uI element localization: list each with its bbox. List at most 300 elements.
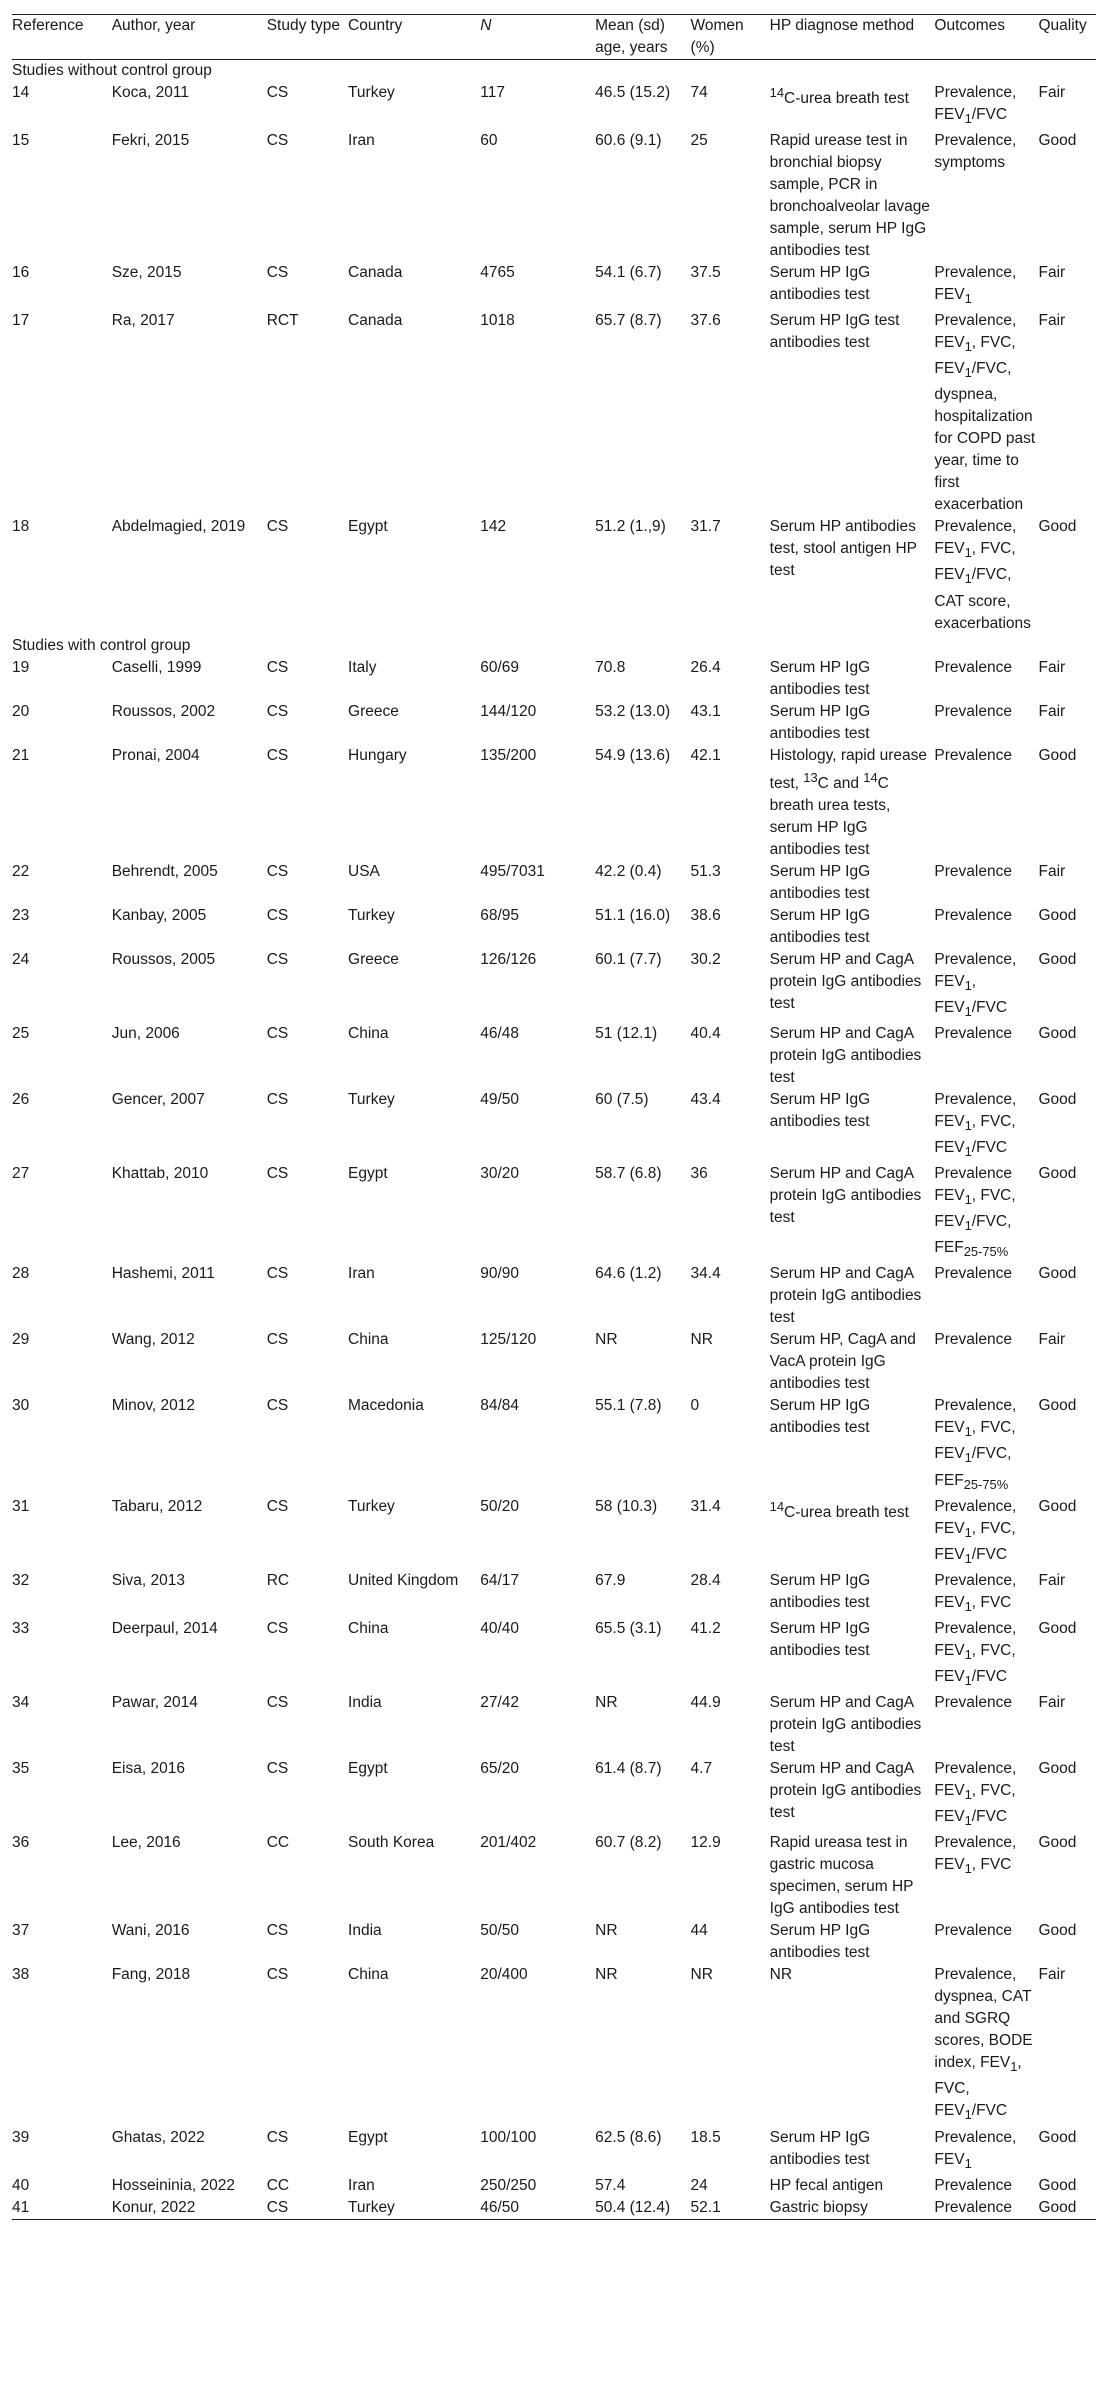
cell-n: 60 <box>480 132 498 150</box>
cell-quality: Fair <box>1038 658 1066 676</box>
header-author-year: Author, year <box>112 15 267 60</box>
cell-author-year: Caselli, 1999 <box>111 658 202 676</box>
cell-quality: Fair <box>1038 1571 1066 1589</box>
cell-mean-age: 67.9 <box>595 1571 626 1589</box>
table-row <box>12 1964 1096 2126</box>
table-row <box>12 130 1096 262</box>
cell-n: 117 <box>480 84 505 101</box>
cell-n: 50/20 <box>480 1497 520 1515</box>
cell-n: 4765 <box>480 264 515 282</box>
cell-hp-method: Serum HP IgG antibodies test <box>769 906 871 946</box>
cell-author-year: Behrendt, 2005 <box>111 862 218 880</box>
cell-hp-method: Serum HP IgG antibodies test <box>769 862 871 902</box>
cell-hp-method: Serum HP antibodies test, stool antigen HP test <box>769 518 917 580</box>
cell-women: 28.4 <box>690 1571 721 1589</box>
cell-quality: Good <box>1038 2197 1096 2220</box>
cell-reference: 14 <box>12 84 30 101</box>
cell-mean-age: 70.8 <box>595 658 626 676</box>
table-row <box>12 1089 1096 1163</box>
cell-outcomes: Prevalence, $FEV_1$, FVC, $FEV_1$/FVC, dyspnea, hospitalization for COPD past year, time to first exacerbation <box>934 312 1036 514</box>
cell-study-type: CC <box>266 2176 290 2194</box>
cell-n: 50/50 <box>480 1922 520 1940</box>
cell-reference: 24 <box>12 950 30 968</box>
cell-country: USA <box>348 862 380 880</box>
cell-author-year: Lee, 2016 <box>111 1834 181 1852</box>
cell-quality: Fair <box>1038 264 1066 282</box>
cell-reference: 35 <box>12 1760 30 1778</box>
cell-n: 40/40 <box>480 1619 520 1637</box>
cell-outcomes: Prevalence, $FEV_1$, FVC, $FEV_1$/FVC <box>934 1760 1017 1829</box>
cell-country: Greece <box>348 950 399 968</box>
cell-author-year: Konur, 2022 <box>112 2197 267 2220</box>
cell-country: China <box>348 1331 389 1349</box>
cell-reference: 16 <box>12 264 30 282</box>
cell-country: Canada <box>348 264 403 282</box>
cell-mean-age: NR <box>595 1966 618 1984</box>
cell-hp-method: $^{14}$C-urea breath test <box>769 1498 909 1521</box>
cell-author-year: Siva, 2013 <box>111 1571 185 1589</box>
cell-quality: Good <box>1038 2128 1077 2146</box>
cell-study-type: CS <box>266 1966 289 1984</box>
cell-author-year: Fekri, 2015 <box>111 132 190 150</box>
cell-country: Greece <box>348 702 399 720</box>
cell-women: 34.4 <box>690 1265 721 1283</box>
cell-author-year: Khattab, 2010 <box>111 1165 209 1183</box>
header-reference: Reference <box>12 15 112 60</box>
table-row <box>12 310 1096 516</box>
cell-author-year: Sze, 2015 <box>111 264 182 282</box>
cell-author-year: Koca, 2011 <box>111 84 189 101</box>
cell-n: 495/7031 <box>480 862 545 880</box>
cell-country: Egypt <box>348 2128 388 2146</box>
cell-reference: 37 <box>12 1922 30 1940</box>
cell-author-year: Hosseininia, 2022 <box>111 2176 235 2194</box>
cell-country: India <box>348 1694 382 1712</box>
cell-mean-age: 64.6 (1.2) <box>595 1265 662 1283</box>
cell-n: 135/200 <box>480 746 537 764</box>
cell-hp-method: Serum HP IgG antibodies test <box>769 1397 871 1437</box>
cell-quality: Fair <box>1038 1966 1066 1984</box>
cell-reference: 21 <box>12 746 30 764</box>
section-header-row <box>12 635 1096 657</box>
cell-n: 100/100 <box>480 2128 537 2146</box>
cell-women: 44.9 <box>690 1694 721 1712</box>
cell-author-year: Ghatas, 2022 <box>111 2128 205 2146</box>
cell-study-type: CS <box>266 1265 289 1283</box>
table-row <box>12 1832 1096 1920</box>
cell-study-type: CS <box>266 1397 289 1415</box>
cell-reference: 25 <box>12 1024 30 1042</box>
cell-mean-age: 57.4 <box>595 2176 626 2194</box>
cell-country: China <box>348 1619 389 1637</box>
cell-reference: 20 <box>12 702 30 720</box>
cell-mean-age: 53.2 (13.0) <box>595 702 671 720</box>
cell-study-type: RC <box>266 1571 290 1589</box>
cell-study-type: CS <box>266 950 289 968</box>
cell-country: Egypt <box>348 1165 388 1183</box>
cell-women: NR <box>690 1331 713 1349</box>
cell-mean-age: 46.5 (15.2) <box>595 84 671 101</box>
cell-hp-method: Serum HP and CagA protein IgG antibodies test <box>769 950 922 1012</box>
cell-study-type: CS <box>266 132 289 150</box>
cell-women: 37.6 <box>690 312 721 330</box>
table-row <box>12 1263 1096 1329</box>
cell-mean-age: 42.2 (0.4) <box>595 862 662 880</box>
cell-quality: Good <box>1038 2176 1077 2194</box>
cell-study-type: CS <box>266 1694 289 1712</box>
cell-women: 74 <box>690 84 708 101</box>
cell-mean-age: 55.1 (7.8) <box>595 1397 662 1415</box>
cell-hp-method: Serum HP IgG antibodies test <box>769 1090 871 1130</box>
cell-n: 60/69 <box>480 658 520 676</box>
header-outcomes: Outcomes <box>934 15 1038 60</box>
cell-women: 30.2 <box>690 950 721 968</box>
cell-quality: Good <box>1038 746 1077 764</box>
cell-study-type: CS <box>266 1497 289 1515</box>
cell-women: 42.1 <box>690 746 721 764</box>
cell-women: 25 <box>690 132 708 150</box>
header-hp-method: HP diagnose method <box>770 15 935 60</box>
cell-hp-method: Serum HP and CagA protein IgG antibodies test <box>769 1165 922 1227</box>
cell-hp-method: Serum HP IgG antibodies test <box>769 1619 871 1659</box>
cell-women: NR <box>690 1966 713 1984</box>
header-n: N <box>480 15 595 60</box>
cell-reference: 17 <box>12 312 30 330</box>
section-title: Studies with control group <box>12 636 191 654</box>
cell-n: 49/50 <box>480 1090 520 1108</box>
cell-hp-method: Rapid ureasa test in gastric mucosa specimen, serum HP IgG antibodies test <box>769 1834 914 1918</box>
cell-women: 52.1 <box>691 2197 770 2220</box>
cell-study-type: CC <box>266 1834 290 1852</box>
cell-country: Egypt <box>348 1760 388 1778</box>
cell-quality: Good <box>1038 1619 1077 1637</box>
cell-women: 4.7 <box>690 1760 713 1778</box>
cell-study-type: CS <box>266 702 289 720</box>
cell-author-year: Roussos, 2005 <box>111 950 216 968</box>
cell-reference: 19 <box>12 658 30 676</box>
cell-country: China <box>348 1024 389 1042</box>
table-row <box>12 2197 1096 2220</box>
table-row <box>12 701 1096 745</box>
cell-n: 126/126 <box>480 950 537 968</box>
table-row <box>12 2175 1096 2197</box>
cell-women: 24 <box>690 2176 708 2194</box>
cell-country: Iran <box>348 132 375 150</box>
cell-n: 20/400 <box>480 1966 528 1984</box>
cell-quality: Fair <box>1038 84 1066 101</box>
cell-n: 65/20 <box>480 1760 520 1778</box>
cell-country: United Kingdom <box>348 1571 459 1589</box>
cell-reference: 22 <box>12 862 30 880</box>
cell-author-year: Jun, 2006 <box>111 1024 180 1042</box>
table-row <box>12 861 1096 905</box>
cell-n: 144/120 <box>480 702 537 720</box>
cell-author-year: Wani, 2016 <box>111 1922 190 1940</box>
cell-author-year: Hashemi, 2011 <box>111 1265 215 1283</box>
cell-quality: Good <box>1038 1024 1077 1042</box>
table-row <box>12 262 1096 310</box>
cell-mean-age: 61.4 (8.7) <box>595 1760 662 1778</box>
cell-mean-age: 58.7 (6.8) <box>595 1165 662 1183</box>
cell-women: 44 <box>690 1922 708 1940</box>
cell-outcomes: Prevalence $FEV_1$, FVC, $FEV_1$/FVC, $FEF_{25-75\%}$ <box>934 1165 1016 1260</box>
cell-country: Egypt <box>348 518 388 536</box>
cell-quality: Good <box>1038 1922 1077 1940</box>
cell-country: Iran <box>348 2176 375 2194</box>
cell-mean-age: 62.5 (8.6) <box>595 2128 662 2146</box>
cell-country: Turkey <box>348 1497 395 1515</box>
cell-quality: Good <box>1038 1397 1077 1415</box>
cell-women: 0 <box>690 1397 700 1415</box>
cell-n: 142 <box>480 518 507 536</box>
table-row <box>12 82 1096 130</box>
table-row <box>12 1570 1096 1618</box>
cell-quality: Good <box>1038 132 1077 150</box>
table-row <box>12 1692 1096 1758</box>
cell-reference: 39 <box>12 2128 30 2146</box>
cell-women: 36 <box>690 1165 708 1183</box>
cell-reference: 32 <box>12 1571 30 1589</box>
cell-outcomes: Prevalence, $FEV_1$, FVC, $FEV_1$/FVC <box>934 1619 1017 1689</box>
cell-quality: Good <box>1038 1090 1077 1108</box>
cell-hp-method: Serum HP and CagA protein IgG antibodies test <box>769 1694 922 1756</box>
cell-mean-age: NR <box>595 1922 618 1940</box>
table-row <box>12 516 1096 634</box>
cell-n: 250/250 <box>480 2176 537 2194</box>
cell-n: 30/20 <box>480 1165 520 1183</box>
cell-reference: 34 <box>12 1694 30 1712</box>
cell-outcomes: Prevalence, dyspnea, CAT and SGRQ scores, BODE index, $FEV_1$, FVC, $FEV_1$/FVC <box>934 1966 1033 2123</box>
table-row <box>12 1618 1096 1692</box>
cell-n: 201/402 <box>480 1834 537 1852</box>
cell-outcomes: Prevalence, $FEV_1$, $FEV_1$/FVC <box>934 950 1017 1019</box>
cell-hp-method: Serum HP IgG antibodies test <box>769 702 871 742</box>
cell-women: 18.5 <box>690 2128 721 2146</box>
table-row <box>12 1395 1096 1495</box>
cell-women: 43.4 <box>690 1090 721 1108</box>
cell-outcomes: Prevalence <box>934 658 1012 676</box>
cell-hp-method: Histology, rapid urease test, $^{13}$C and $^{14}$C breath urea tests, serum HP IgG antibodies test <box>769 746 928 858</box>
table-row <box>12 657 1096 701</box>
cell-quality: Fair <box>1038 862 1066 880</box>
cell-reference: 30 <box>12 1397 30 1415</box>
cell-mean-age: 51.2 (1.,9) <box>595 518 666 536</box>
cell-country: Iran <box>348 1265 375 1283</box>
cell-reference: 18 <box>12 518 30 536</box>
cell-mean-age: 58 (10.3) <box>595 1497 658 1515</box>
cell-quality: Good <box>1038 1760 1077 1778</box>
cell-author-year: Minov, 2012 <box>111 1397 196 1415</box>
cell-outcomes: Prevalence, $FEV_1$/FVC <box>934 84 1017 127</box>
cell-outcomes: Prevalence <box>934 2176 1012 2194</box>
cell-reference: 31 <box>12 1497 30 1515</box>
cell-study-type: CS <box>266 658 289 676</box>
cell-mean-age: 60 (7.5) <box>595 1090 649 1108</box>
table-row <box>12 2127 1096 2175</box>
cell-outcomes: Prevalence <box>934 1922 1012 1940</box>
cell-women: 51.3 <box>690 862 721 880</box>
cell-hp-method: Serum HP IgG antibodies test <box>769 658 871 698</box>
cell-mean-age: 54.1 (6.7) <box>595 264 662 282</box>
cell-hp-method: Gastric biopsy <box>770 2197 935 2220</box>
cell-hp-method: Serum HP IgG test antibodies test <box>769 312 900 352</box>
cell-hp-method: Serum HP and CagA protein IgG antibodies test <box>769 1760 922 1822</box>
cell-mean-age: NR <box>595 1694 618 1712</box>
cell-study-type: CS <box>266 1331 289 1349</box>
cell-n: 1018 <box>480 312 515 330</box>
cell-author-year: Gencer, 2007 <box>111 1090 205 1108</box>
cell-hp-method: Serum HP, CagA and VacA protein IgG antibodies test <box>769 1331 916 1393</box>
cell-n: 84/84 <box>480 1397 520 1415</box>
cell-reference: 36 <box>12 1834 30 1852</box>
cell-outcomes: Prevalence, $FEV_1$ <box>934 264 1017 307</box>
cell-women: 37.5 <box>690 264 721 282</box>
cell-quality: Fair <box>1038 312 1066 330</box>
cell-author-year: Pawar, 2014 <box>111 1694 198 1712</box>
cell-hp-method: Serum HP IgG antibodies test <box>769 1922 871 1962</box>
cell-hp-method: Serum HP and CagA protein IgG antibodies test <box>769 1024 922 1086</box>
cell-author-year: Tabaru, 2012 <box>111 1497 203 1515</box>
cell-study-type: CS <box>267 2197 348 2220</box>
cell-quality: Fair <box>1038 702 1066 720</box>
cell-mean-age: 60.7 (8.2) <box>595 1834 662 1852</box>
cell-author-year: Fang, 2018 <box>111 1966 191 1984</box>
cell-country: Macedonia <box>348 1397 424 1415</box>
header-women: Women (%) <box>691 15 770 60</box>
section-header-row <box>12 60 1096 83</box>
cell-outcomes: Prevalence, $FEV_1$, FVC, $FEV_1$/FVC <box>934 1497 1017 1566</box>
cell-reference: 26 <box>12 1090 30 1108</box>
cell-outcomes: Prevalence, $FEV_1$, FVC, $FEV_1$/FVC <box>934 1090 1017 1160</box>
table-row <box>12 949 1096 1023</box>
cell-quality: Fair <box>1038 1694 1066 1712</box>
cell-reference: 33 <box>12 1619 30 1637</box>
table-row <box>12 905 1096 949</box>
cell-reference: 41 <box>12 2197 112 2220</box>
cell-hp-method: NR <box>769 1966 793 1984</box>
cell-hp-method: Rapid urease test in bronchial biopsy sample, PCR in bronchoalveolar lavage sample, serum HP IgG antibodies test <box>769 132 930 260</box>
cell-reference: 23 <box>12 906 30 924</box>
cell-author-year: Pronai, 2004 <box>111 746 200 764</box>
cell-outcomes: Prevalence, $FEV_1$, FVC <box>934 1834 1017 1877</box>
table-row <box>12 1920 1096 1964</box>
cell-mean-age: 51.1 (16.0) <box>595 906 671 924</box>
cell-mean-age: 50.4 (12.4) <box>595 2197 690 2220</box>
cell-quality: Good <box>1038 518 1077 536</box>
cell-n: 27/42 <box>480 1694 520 1712</box>
cell-study-type: CS <box>266 746 289 764</box>
cell-women: 38.6 <box>690 906 721 924</box>
cell-country: India <box>348 1922 382 1940</box>
cell-country: Hungary <box>348 746 407 764</box>
cell-hp-method: $^{14}$C-urea breath test <box>769 85 909 108</box>
cell-mean-age: 65.5 (3.1) <box>595 1619 662 1637</box>
section-title: Studies without control group <box>12 62 212 79</box>
table-header-row <box>12 15 1096 60</box>
cell-country: Turkey <box>348 1090 395 1108</box>
cell-outcomes: Prevalence <box>934 1694 1012 1712</box>
cell-quality: Good <box>1038 1165 1077 1183</box>
cell-study-type: CS <box>266 1619 289 1637</box>
cell-quality: Good <box>1038 950 1077 968</box>
cell-reference: 29 <box>12 1331 30 1349</box>
cell-study-type: CS <box>266 84 289 101</box>
cell-outcomes: Prevalence <box>934 862 1012 880</box>
cell-mean-age: 51 (12.1) <box>595 1024 658 1042</box>
cell-outcomes: Prevalence <box>934 702 1012 720</box>
cell-study-type: CS <box>266 906 289 924</box>
cell-study-type: CS <box>266 264 289 282</box>
cell-quality: Good <box>1038 1265 1077 1283</box>
header-study-type: Study type <box>267 15 348 60</box>
cell-women: 12.9 <box>690 1834 721 1852</box>
cell-outcomes: Prevalence, $FEV_1$ <box>934 2128 1017 2171</box>
cell-country: China <box>348 1966 389 1984</box>
cell-mean-age: 60.1 (7.7) <box>595 950 662 968</box>
header-mean-age: Mean (sd) age, years <box>595 15 690 60</box>
cell-outcomes: Prevalence <box>934 906 1012 924</box>
table-row <box>12 1163 1096 1263</box>
cell-country: Italy <box>348 658 377 676</box>
cell-women: 41.2 <box>690 1619 721 1637</box>
cell-n: 125/120 <box>480 1331 537 1349</box>
cell-women: 31.4 <box>690 1497 721 1515</box>
cell-country: Turkey <box>348 906 395 924</box>
cell-study-type: RCT <box>266 312 299 330</box>
cell-reference: 40 <box>12 2176 30 2194</box>
cell-n: 90/90 <box>480 1265 520 1283</box>
cell-study-type: CS <box>266 1024 289 1042</box>
cell-outcomes: Prevalence, $FEV_1$, FVC <box>934 1571 1017 1614</box>
cell-hp-method: Serum HP IgG antibodies test <box>769 264 871 304</box>
cell-quality: Good <box>1038 906 1077 924</box>
cell-n: 46/48 <box>480 1024 520 1042</box>
table-body <box>12 60 1096 2220</box>
cell-outcomes: Prevalence <box>934 1265 1012 1283</box>
table-row <box>12 745 1096 861</box>
cell-reference: 38 <box>12 1966 30 1984</box>
cell-country: South Korea <box>348 1834 435 1852</box>
cell-quality: Fair <box>1038 1331 1066 1349</box>
cell-mean-age: 60.6 (9.1) <box>595 132 662 150</box>
cell-quality: Good <box>1038 1834 1077 1852</box>
cell-hp-method: Serum HP IgG antibodies test <box>769 1571 871 1611</box>
cell-outcomes: Prevalence, symptoms <box>934 132 1017 172</box>
studies-table <box>12 14 1096 2220</box>
table-row <box>12 1758 1096 1832</box>
cell-hp-method: HP fecal antigen <box>769 2176 884 2194</box>
header-quality: Quality <box>1038 15 1096 60</box>
cell-country: Turkey <box>348 84 395 101</box>
cell-author-year: Eisa, 2016 <box>111 1760 185 1778</box>
cell-reference: 27 <box>12 1165 30 1183</box>
cell-study-type: CS <box>266 2128 289 2146</box>
cell-mean-age: NR <box>595 1331 618 1349</box>
cell-study-type: CS <box>266 518 289 536</box>
cell-study-type: CS <box>266 1922 289 1940</box>
cell-hp-method: Serum HP IgG antibodies test <box>769 2128 871 2168</box>
cell-study-type: CS <box>266 862 289 880</box>
cell-mean-age: 65.7 (8.7) <box>595 312 662 330</box>
cell-outcomes: Prevalence <box>934 746 1012 764</box>
cell-reference: 15 <box>12 132 30 150</box>
cell-author-year: Deerpaul, 2014 <box>111 1619 218 1637</box>
cell-hp-method: Serum HP and CagA protein IgG antibodies test <box>769 1265 922 1327</box>
table-row <box>12 1023 1096 1089</box>
cell-women: 26.4 <box>690 658 721 676</box>
cell-mean-age: 54.9 (13.6) <box>595 746 671 764</box>
cell-women: 43.1 <box>690 702 721 720</box>
